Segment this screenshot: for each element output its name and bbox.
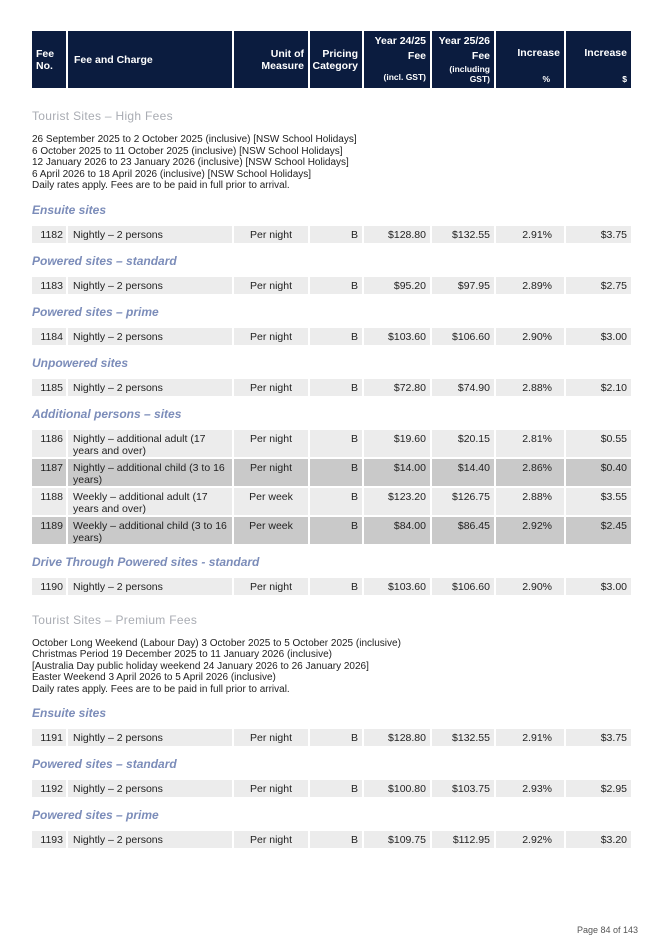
increase-dollar: $3.00 xyxy=(566,328,631,345)
description-line: 6 October 2025 to 11 October 2025 (inclusive) [NSW School Holidays] xyxy=(32,145,343,157)
header-y2-line3a: (including xyxy=(449,64,490,74)
fee-2526: $103.75 xyxy=(432,780,494,797)
fee-number: 1190 xyxy=(32,578,66,595)
header-y1-line2: Fee xyxy=(407,50,426,62)
header-y2-line1: Year 25/26 xyxy=(438,35,490,47)
unit-of-measure: Per night xyxy=(234,831,308,848)
group-heading: Drive Through Powered sites - standard xyxy=(32,554,260,569)
header-fee-and-charge-label: Fee and Charge xyxy=(74,53,153,66)
fee-description: Nightly – 2 persons xyxy=(68,578,232,595)
fee-description: Nightly – additional child (3 to 16 years) xyxy=(68,459,232,486)
increase-percent: 2.90% xyxy=(496,578,564,595)
header-y1-line3: (incl. GST) xyxy=(383,72,426,82)
unit-of-measure: Per night xyxy=(234,379,308,396)
table-row xyxy=(32,729,638,746)
increase-dollar: $2.45 xyxy=(566,517,631,544)
group-rows xyxy=(32,379,638,396)
table-body xyxy=(32,109,638,848)
pricing-category: B xyxy=(310,517,362,544)
increase-dollar: $3.00 xyxy=(566,578,631,595)
group-rows xyxy=(32,328,638,345)
fee-number: 1185 xyxy=(32,379,66,396)
header-inc-pct-unit: % xyxy=(542,74,550,84)
increase-percent: 2.88% xyxy=(496,488,564,515)
table-row xyxy=(32,226,638,243)
fee-description: Nightly – 2 persons xyxy=(68,729,232,746)
header-increase-percent xyxy=(496,31,564,88)
fee-number: 1188 xyxy=(32,488,66,515)
header-pricing-category xyxy=(310,31,362,88)
header-inc-dollar-label: Increase xyxy=(584,47,627,59)
description-line: Christmas Period 19 December 2025 to 11 January 2026 (inclusive) xyxy=(32,649,332,660)
pricing-category: B xyxy=(310,729,362,746)
group-heading: Powered sites – standard xyxy=(32,757,177,771)
section-title: Tourist Sites – High Fees xyxy=(32,109,173,123)
pricing-category: B xyxy=(310,430,362,457)
unit-of-measure: Per week xyxy=(234,488,308,515)
description-line: Daily rates apply. Fees are to be paid in full prior to arrival. xyxy=(32,180,290,191)
fee-number: 1189 xyxy=(32,517,66,544)
description-line: Daily rates apply. Fees are to be paid in full prior to arrival. xyxy=(32,683,290,695)
header-y1-line1: Year 24/25 xyxy=(374,35,426,47)
fee-2526: $14.40 xyxy=(432,459,494,486)
table-row xyxy=(32,328,638,345)
group-rows xyxy=(32,578,638,595)
header-y2-line3b: GST) xyxy=(469,74,490,84)
fee-description: Nightly – 2 persons xyxy=(68,379,232,396)
increase-dollar: $3.75 xyxy=(566,226,631,243)
pricing-category: B xyxy=(310,459,362,486)
description-line: 26 September 2025 to 2 October 2025 (inclusive) [NSW School Holidays] xyxy=(32,134,357,145)
increase-percent: 2.88% xyxy=(496,379,564,396)
description-line: [Australia Day public holiday weekend 24 January 2026 to 26 January 2026] xyxy=(32,660,369,672)
fee-number: 1183 xyxy=(32,277,66,294)
pricing-category: B xyxy=(310,328,362,345)
header-y2-line2: Fee xyxy=(471,50,490,62)
header-increase-dollar xyxy=(566,31,631,88)
increase-percent: 2.86% xyxy=(496,459,564,486)
pricing-category: B xyxy=(310,488,362,515)
group-rows xyxy=(32,277,638,294)
increase-dollar: $3.20 xyxy=(566,831,631,848)
fee-number: 1182 xyxy=(32,226,66,243)
increase-dollar: $3.75 xyxy=(566,729,631,746)
fee-2425: $109.75 xyxy=(364,831,430,848)
description-line: 12 January 2026 to 23 January 2026 (inclusive) [NSW School Holidays] xyxy=(32,157,349,168)
increase-percent: 2.92% xyxy=(496,517,564,544)
increase-dollar: $3.55 xyxy=(566,488,631,515)
fee-2526: $86.45 xyxy=(432,517,494,544)
header-cat-line2: Category xyxy=(312,59,358,72)
description-line: Easter Weekend 3 April 2026 to 5 April 2026 (inclusive) xyxy=(32,672,276,683)
unit-of-measure: Per night xyxy=(234,578,308,595)
fee-2526: $112.95 xyxy=(432,831,494,848)
increase-percent: 2.90% xyxy=(496,328,564,345)
group-heading: Unpowered sites xyxy=(32,355,129,370)
increase-dollar: $2.75 xyxy=(566,277,631,294)
increase-percent: 2.91% xyxy=(496,226,564,243)
unit-of-measure: Per night xyxy=(234,459,308,486)
fee-description: Nightly – 2 persons xyxy=(68,328,232,345)
pricing-category: B xyxy=(310,277,362,294)
increase-dollar: $0.40 xyxy=(566,459,631,486)
group-heading: Additional persons – sites xyxy=(32,406,182,421)
increase-dollar: $2.95 xyxy=(566,780,631,797)
fee-2425: $100.80 xyxy=(364,780,430,797)
increase-percent: 2.81% xyxy=(496,430,564,457)
header-year-2526 xyxy=(432,31,494,88)
group-rows xyxy=(32,430,638,544)
fee-2425: $95.20 xyxy=(364,277,430,294)
header-fee-no-line2: No. xyxy=(36,59,53,72)
table-row xyxy=(32,459,638,486)
table-row xyxy=(32,430,638,457)
fee-number: 1192 xyxy=(32,780,66,797)
section-description xyxy=(32,134,638,192)
header-unit-of-measure xyxy=(234,31,308,88)
group-rows xyxy=(32,780,638,797)
description-line: 6 April 2026 to 18 April 2026 (inclusive) [NSW School Holidays] xyxy=(32,168,312,180)
fee-2425: $128.80 xyxy=(364,226,430,243)
description-line: October Long Weekend (Labour Day) 3 October 2025 to 5 October 2025 (inclusive) xyxy=(32,637,401,649)
group-heading: Ensuite sites xyxy=(32,202,107,217)
fee-description: Nightly – 2 persons xyxy=(68,780,232,797)
table-row xyxy=(32,517,638,544)
fee-2526: $126.75 xyxy=(432,488,494,515)
fee-2526: $132.55 xyxy=(432,729,494,746)
header-uom-line2: Measure xyxy=(261,59,304,72)
fee-2526: $132.55 xyxy=(432,226,494,243)
pricing-category: B xyxy=(310,226,362,243)
fee-2526: $74.90 xyxy=(432,379,494,396)
header-cat-line1: Pricing xyxy=(322,47,358,60)
header-fee-and-charge xyxy=(68,31,232,88)
fee-description: Nightly – 2 persons xyxy=(68,831,232,848)
increase-dollar: $0.55 xyxy=(566,430,631,457)
unit-of-measure: Per week xyxy=(234,517,308,544)
pricing-category: B xyxy=(310,379,362,396)
fees-page xyxy=(32,31,638,850)
increase-percent: 2.93% xyxy=(496,780,564,797)
page-number: Page 84 of 143 xyxy=(576,925,638,935)
group-rows xyxy=(32,226,638,243)
pricing-category: B xyxy=(310,780,362,797)
fee-2425: $103.60 xyxy=(364,578,430,595)
increase-percent: 2.91% xyxy=(496,729,564,746)
increase-percent: 2.89% xyxy=(496,277,564,294)
fee-2526: $106.60 xyxy=(432,578,494,595)
fee-number: 1186 xyxy=(32,430,66,457)
table-row xyxy=(32,780,638,797)
header-inc-pct-label: Increase xyxy=(517,47,560,59)
group-heading: Powered sites – standard xyxy=(32,253,177,268)
fee-2425: $84.00 xyxy=(364,517,430,544)
header-inc-dollar-unit: $ xyxy=(622,74,627,84)
fee-2526: $20.15 xyxy=(432,430,494,457)
section-title: Tourist Sites – Premium Fees xyxy=(32,612,198,627)
group-heading: Ensuite sites xyxy=(32,706,107,720)
group-rows xyxy=(32,729,638,746)
unit-of-measure: Per night xyxy=(234,780,308,797)
table-row xyxy=(32,379,638,396)
fee-2425: $19.60 xyxy=(364,430,430,457)
unit-of-measure: Per night xyxy=(234,277,308,294)
section-description xyxy=(32,638,638,696)
fee-2526: $97.95 xyxy=(432,277,494,294)
unit-of-measure: Per night xyxy=(234,226,308,243)
unit-of-measure: Per night xyxy=(234,430,308,457)
table-row xyxy=(32,831,638,848)
header-fee-no xyxy=(32,31,66,88)
fee-2425: $72.80 xyxy=(364,379,430,396)
header-uom-line1: Unit of xyxy=(270,47,304,60)
header-year-2425 xyxy=(364,31,430,88)
fee-number: 1184 xyxy=(32,328,66,345)
fee-description: Weekly – additional adult (17 years and over) xyxy=(68,488,232,515)
fee-description: Nightly – additional adult (17 years and over) xyxy=(68,430,232,457)
table-row xyxy=(32,277,638,294)
fee-2425: $128.80 xyxy=(364,729,430,746)
fee-2425: $14.00 xyxy=(364,459,430,486)
fee-description: Nightly – 2 persons xyxy=(68,277,232,294)
unit-of-measure: Per night xyxy=(234,328,308,345)
unit-of-measure: Per night xyxy=(234,729,308,746)
table-row xyxy=(32,488,638,515)
group-heading: Powered sites – prime xyxy=(32,808,159,822)
table-row xyxy=(32,578,638,595)
header-fee-no-line1: Fee xyxy=(36,47,55,60)
fee-number: 1193 xyxy=(32,831,66,848)
pricing-category: B xyxy=(310,578,362,595)
fee-2425: $103.60 xyxy=(364,328,430,345)
pricing-category: B xyxy=(310,831,362,848)
fee-number: 1191 xyxy=(32,729,66,746)
increase-dollar: $2.10 xyxy=(566,379,631,396)
table-header xyxy=(32,31,638,88)
fee-2526: $106.60 xyxy=(432,328,494,345)
fee-description: Nightly – 2 persons xyxy=(68,226,232,243)
group-rows xyxy=(32,831,638,848)
fee-description: Weekly – additional child (3 to 16 years) xyxy=(68,517,232,544)
group-heading: Powered sites – prime xyxy=(32,304,159,319)
fee-2425: $123.20 xyxy=(364,488,430,515)
fee-number: 1187 xyxy=(32,459,66,486)
increase-percent: 2.92% xyxy=(496,831,564,848)
